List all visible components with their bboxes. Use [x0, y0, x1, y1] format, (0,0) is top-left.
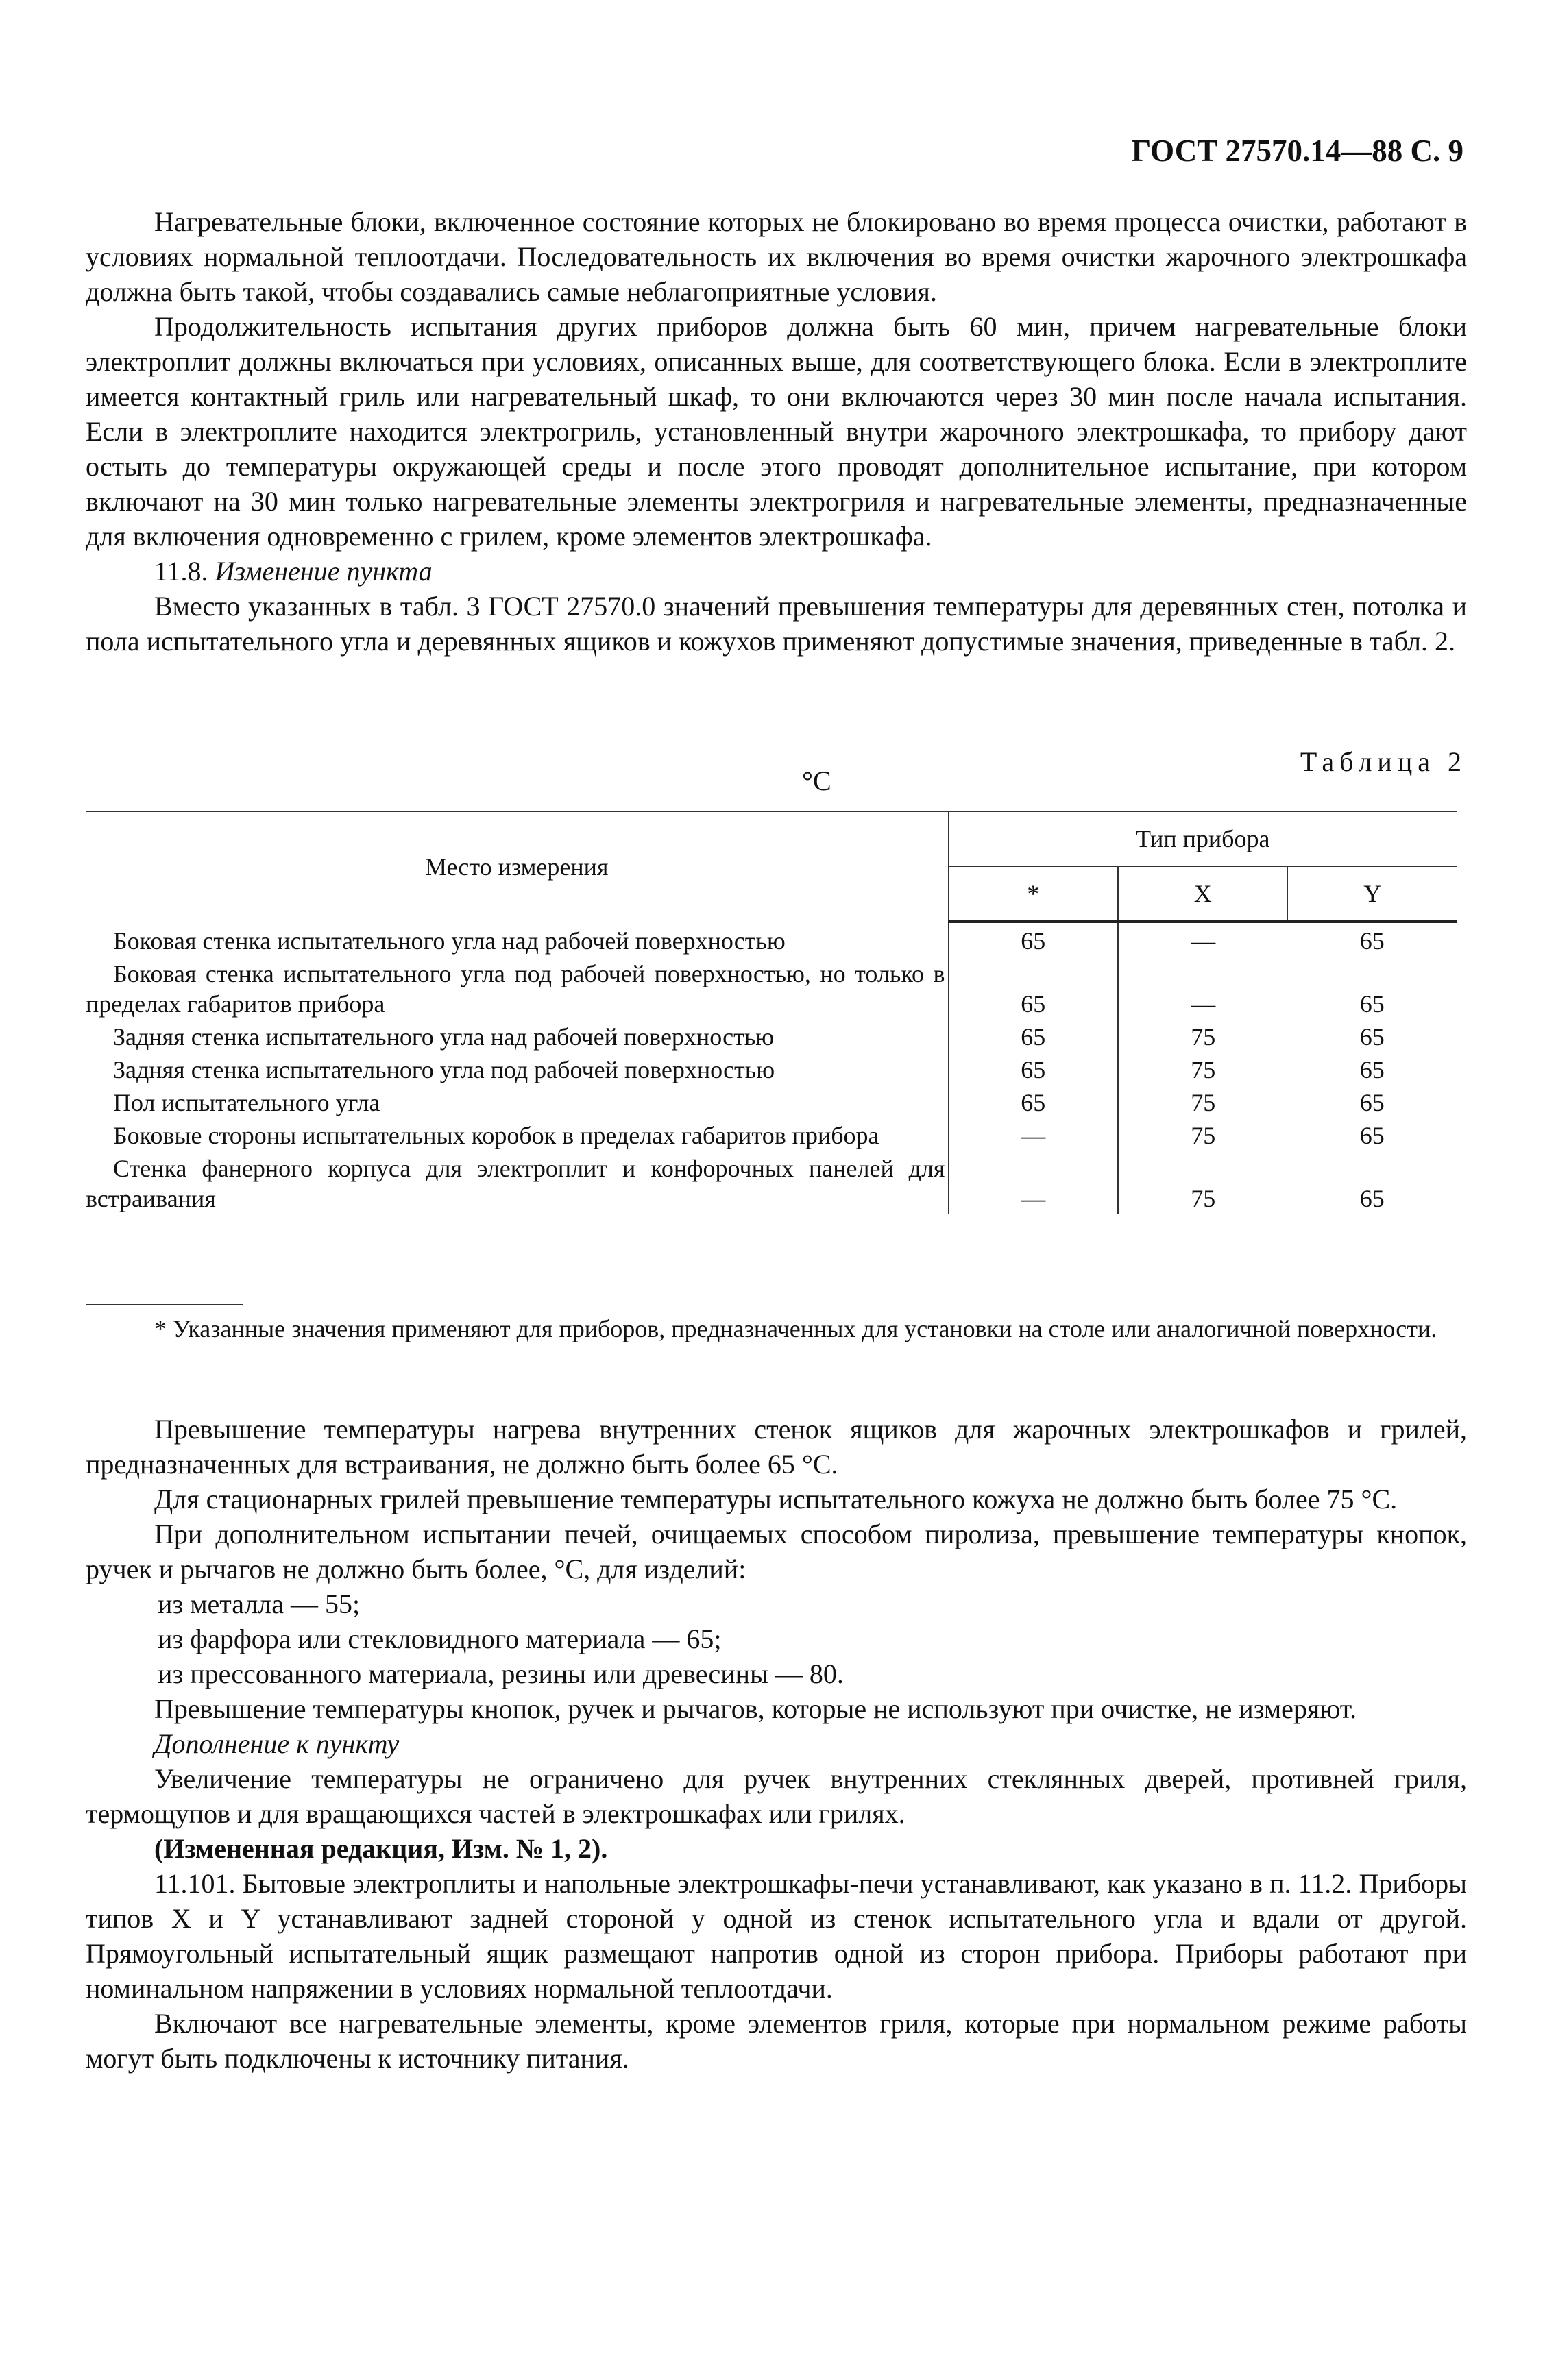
cell-value: 75 [1118, 1085, 1287, 1118]
cell-value: — [1118, 922, 1287, 956]
list-item: из металла — 55; [158, 1588, 361, 1619]
cell-value: 65 [949, 956, 1118, 1019]
paragraph: Вместо указанных в табл. 3 ГОСТ 27570.0 значений превышения температуры для деревянных стен, потолка и пола испытательного угла и деревянных ящиков и кожухов применяют допустимые значения, приведенные в табл. 2. [86, 591, 1467, 657]
table-row [86, 956, 1457, 1019]
table-unit: °С [802, 765, 831, 796]
page-header: ГОСТ 27570.14—88 С. 9 [1131, 134, 1463, 168]
footnote [86, 1312, 1467, 1345]
cell-place: Боковая стенка испытательного угла под рабочей поверхностью, но только в пределах габаритов прибора [86, 960, 945, 1018]
column-header-place: Место измерения [86, 811, 949, 922]
text-block-top [86, 204, 1467, 659]
cell-value: — [1118, 956, 1287, 1019]
table-caption-row [86, 746, 1467, 807]
text-block-bottom [86, 1412, 1467, 2076]
cell-place: Задняя стенка испытательного угла под рабочей поверхностью [113, 1056, 775, 1083]
cell-value: 65 [949, 922, 1118, 956]
cell-value: — [949, 1118, 1118, 1151]
amendment-note: (Измененная редакция, Изм. № 1, 2). [154, 1833, 608, 1864]
cell-value: 65 [1359, 1185, 1385, 1212]
cell-place: Боковая стенка испытательного угла над рабочей поверхностью [113, 927, 786, 955]
paragraph: Продолжительность испытания других приборов должна быть 60 мин, причем нагревательные блоки электроплит должны включаться при условиях, описанных выше, для соответствующего блока. Если в электроплите имеется контактный гриль или нагревательный шкаф, то они включаются через 30 мин после начала испытания. Если в электроплите находится электрогриль, установленный внутри жарочного электрошкафа, то прибору дают остыть до температуры окружающей среды и после этого проводят дополнительное испытание, при котором включают на 30 мин только нагревательные элементы электрогриля и нагревательные элементы, предназначенные для включения одновременно с грилем, кроме элементов электрошкафа. [86, 311, 1467, 552]
cell-place: Боковые стороны испытательных коробок в пределах габаритов прибора [113, 1122, 879, 1149]
paragraph: Включают все нагревательные элементы, кроме элементов гриля, которые при нормальном режиме работы могут быть подключены к источнику питания. [86, 2008, 1467, 2074]
list-item: из фарфора или стекловидного материала — 65; [158, 1623, 722, 1654]
cell-value: — [949, 1151, 1118, 1214]
cell-value: 65 [949, 1052, 1118, 1085]
paragraph: Превышение температуры кнопок, ручек и рычагов, которые не используют при очистке, не измеряют. [154, 1693, 1357, 1724]
cell-value: 75 [1118, 1151, 1287, 1214]
table-row [86, 1085, 1457, 1118]
section-title: Изменение пункта [215, 556, 433, 587]
cell-place: Стенка фанерного корпуса для электроплит и конфорочных панелей для встраивания [86, 1155, 945, 1212]
list-item: из прессованного материала, резины или древесины — 80. [158, 1658, 844, 1689]
cell-value: 65 [1359, 1089, 1385, 1116]
cell-value: 75 [1118, 1052, 1287, 1085]
footnote-text: * Указанные значения применяют для приборов, предназначенных для установки на столе или аналогичной поверхности. [154, 1315, 1437, 1342]
paragraph: Для стационарных грилей превышение температуры испытательного кожуха не должно быть более 75 °С. [154, 1484, 1398, 1514]
temperature-table [86, 811, 1457, 1214]
paragraph: Нагревательные блоки, включенное состояние которых не блокировано во время процесса очистки, работают в условиях нормальной теплоотдачи. Последовательность их включения во время очистки жарочного электрошкафа должна быть такой, чтобы создавались самые неблагоприятные условия. [86, 206, 1467, 307]
cell-value: 65 [1359, 1122, 1385, 1149]
cell-place: Задняя стенка испытательного угла над рабочей поверхностью [113, 1023, 775, 1051]
subcolumn-header: X [1118, 866, 1287, 922]
table-row [86, 922, 1457, 956]
cell-value: 65 [1359, 990, 1385, 1018]
paragraph: Увеличение температуры не ограничено для ручек внутренних стеклянных дверей, противней гриля, термощупов и для вращающихся частей в электрошкафах или грилях. [86, 1763, 1467, 1829]
paragraph: Превышение температуры нагрева внутренних стенок ящиков для жарочных электрошкафов и грилей, предназначенных для встраивания, не должно быть более 65 °С. [86, 1414, 1467, 1480]
footnote-divider [86, 1304, 243, 1305]
subcolumn-header: * [949, 866, 1118, 922]
cell-value: 65 [1359, 1023, 1385, 1051]
cell-value: 65 [949, 1085, 1118, 1118]
cell-value: 65 [949, 1019, 1118, 1052]
table-row [86, 1052, 1457, 1085]
paragraph: 11.101. Бытовые электроплиты и напольные электрошкафы-печи устанавливают, как указано в п. 11.2. Приборы типов X и Y устанавливают задней стороной у одной из стенок испытательного угла и вдали от другой. Прямоугольный испытательный ящик размещают напротив одной из сторон прибора. Приборы работают при номинальном напряжении в условиях нормальной теплоотдачи. [86, 1868, 1467, 2004]
cell-place: Пол испытательного угла [113, 1089, 380, 1116]
cell-value: 75 [1118, 1019, 1287, 1052]
paragraph: При дополнительном испытании печей, очищаемых способом пиролиза, превышение температуры кнопок, ручек и рычагов не должно быть более, °С, для изделий: [86, 1519, 1467, 1584]
cell-value: 65 [1359, 927, 1385, 955]
section-number: 11.8. [154, 556, 208, 587]
table-row [86, 1118, 1457, 1151]
table-row [86, 1151, 1457, 1214]
table-caption: Таблица 2 [1300, 746, 1467, 777]
table-row [86, 1019, 1457, 1052]
column-header-type: Тип прибора [949, 811, 1457, 866]
addition-heading: Дополнение к пункту [154, 1728, 400, 1759]
cell-value: 75 [1118, 1118, 1287, 1151]
section-heading [86, 554, 1467, 589]
cell-value: 65 [1359, 1056, 1385, 1083]
subcolumn-header: Y [1287, 866, 1457, 922]
